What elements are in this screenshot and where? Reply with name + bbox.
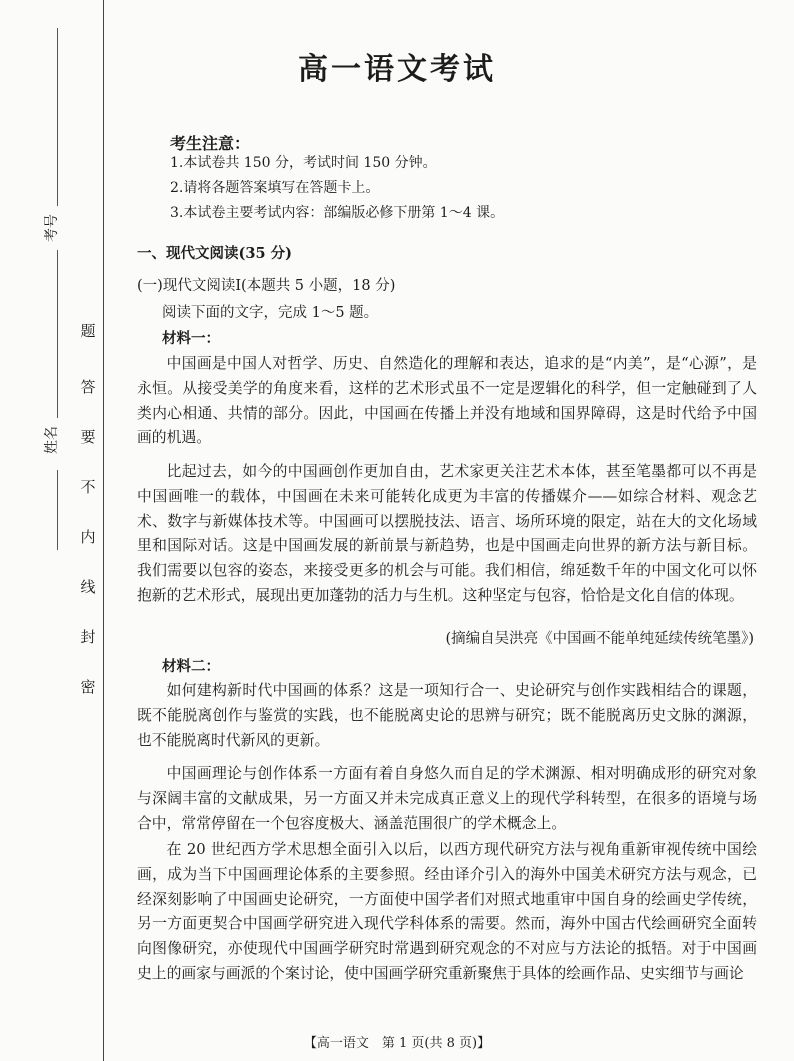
material-2-paragraph-1: 如何建构新时代中国画的体系？这是一项知行合一、史论研究与创作实践相结合的课题，既不能脱离创作与鉴赏的实践，也不能脱离史论的思辨与研究；既不能脱离历史文脉的渊源，也不能脱离时代新风的更新。 bbox=[137, 682, 757, 749]
exam-number-label: 考号 bbox=[44, 214, 60, 242]
name-blank-upper bbox=[57, 250, 58, 418]
notice-item-2: 2.请将各题答案填写在答题卡上。 bbox=[170, 180, 380, 196]
seal-char-yao: 要 bbox=[80, 428, 96, 446]
seal-char-ti: 题 bbox=[80, 322, 96, 340]
material-2-label: 材料二： bbox=[162, 658, 220, 675]
material-1-paragraph-1: 中国画是中国人对哲学、历史、自然造化的理解和表达，追求的是“内美”，是“心源”，是永恒。从接受美学的角度来看，这样的艺术形式虽不一定是逻辑化的科学，但一定触碰到了人类内心相通、共情的部分。因此，中国画在传播上并没有地域和国界障碍，这是时代给予中国画的机遇。 bbox=[137, 355, 757, 447]
subsection-heading: (一)现代文阅读Ⅰ(本题共 5 小题，18 分) bbox=[137, 278, 396, 294]
reading-instruction: 阅读下面的文字，完成 1～5 题。 bbox=[162, 305, 379, 321]
name-blank-lower bbox=[57, 470, 58, 550]
name-label: 姓名 bbox=[44, 426, 60, 454]
material-2-paragraph-3: 在 20 世纪西方学术思想全面引入以后，以西方现代研究方法与视角重新审视传统中国绘画，成为当下中国画理论体系的主要参照。经由译介引入的海外中国美术研究方法与观念，已经深刻影响了中国画史论研究，一方面使中国学者们对照式地重审中国自身的绘画史学传统，另一方面更契合中国画学研究进入现代学科体系的需要。然而，海外中国古代绘画研究全面转向图像研究，亦使现代中国画学研究时常遇到研究观念的不对应与方法论的抵牾。对于中国画史上的画家与画派的个案讨论，使中国画学研究重新聚焦于具体的绘画作品、史实细节与画论 bbox=[137, 841, 757, 982]
material-1-citation: (摘编自吴洪亮《中国画不能单纯延续传统笔墨》) bbox=[445, 631, 754, 647]
seal-char-mi: 密 bbox=[80, 678, 96, 696]
section-heading: 一、现代文阅读(35 分) bbox=[137, 245, 292, 262]
material-1-label: 材料一： bbox=[162, 330, 220, 347]
material-1-paragraph-2: 比起过去，如今的中国画创作更加自由，艺术家更关注艺术本体，甚至笔墨都可以不再是中国画唯一的载体，中国画在未来可能转化成更为丰富的传播媒介——如综合材料、观念艺术、数字与新媒体技术等。中国画可以摆脱技法、语言、场所环境的限定，站在大的文化场域里和国际对话。这是中国画发展的新前景与新趋势，也是中国画走向世界的新方法与新目标。我们需要以包容的姿态，来接受更多的机会与可能。我们相信，绵延数千年的中国文化可以怀抱新的艺术形式，展现出更加蓬勃的活力与生机。这种坚定与包容，恰恰是文化自信的体现。 bbox=[137, 463, 757, 604]
material-2-paragraph-2: 中国画理论与创作体系一方面有着自身悠久而自足的学术渊源、相对明确成形的研究对象与深阔丰富的文献成果，另一方面又并未完成真正意义上的现代学科转型，在很多的语境与场合中，常常停留在一个包容度极大、涵盖范围很广的学术概念上。 bbox=[137, 765, 757, 832]
exam-title: 高一语文考试 bbox=[298, 52, 496, 87]
seal-char-bu: 不 bbox=[80, 478, 96, 496]
seal-char-xian: 线 bbox=[80, 578, 96, 596]
seal-char-nei: 内 bbox=[80, 528, 96, 546]
notice-item-3: 3.本试卷主要考试内容：部编版必修下册第 1～4 课。 bbox=[170, 205, 505, 221]
seal-char-da: 答 bbox=[80, 378, 96, 396]
seal-char-feng: 封 bbox=[80, 628, 96, 646]
page-footer: 【高一语文 第 1 页(共 8 页)】 bbox=[303, 1036, 491, 1051]
binding-line bbox=[103, 0, 104, 1061]
notice-item-1: 1.本试卷共 150 分，考试时间 150 分钟。 bbox=[170, 155, 437, 171]
notice-heading: 考生注意： bbox=[170, 134, 251, 153]
